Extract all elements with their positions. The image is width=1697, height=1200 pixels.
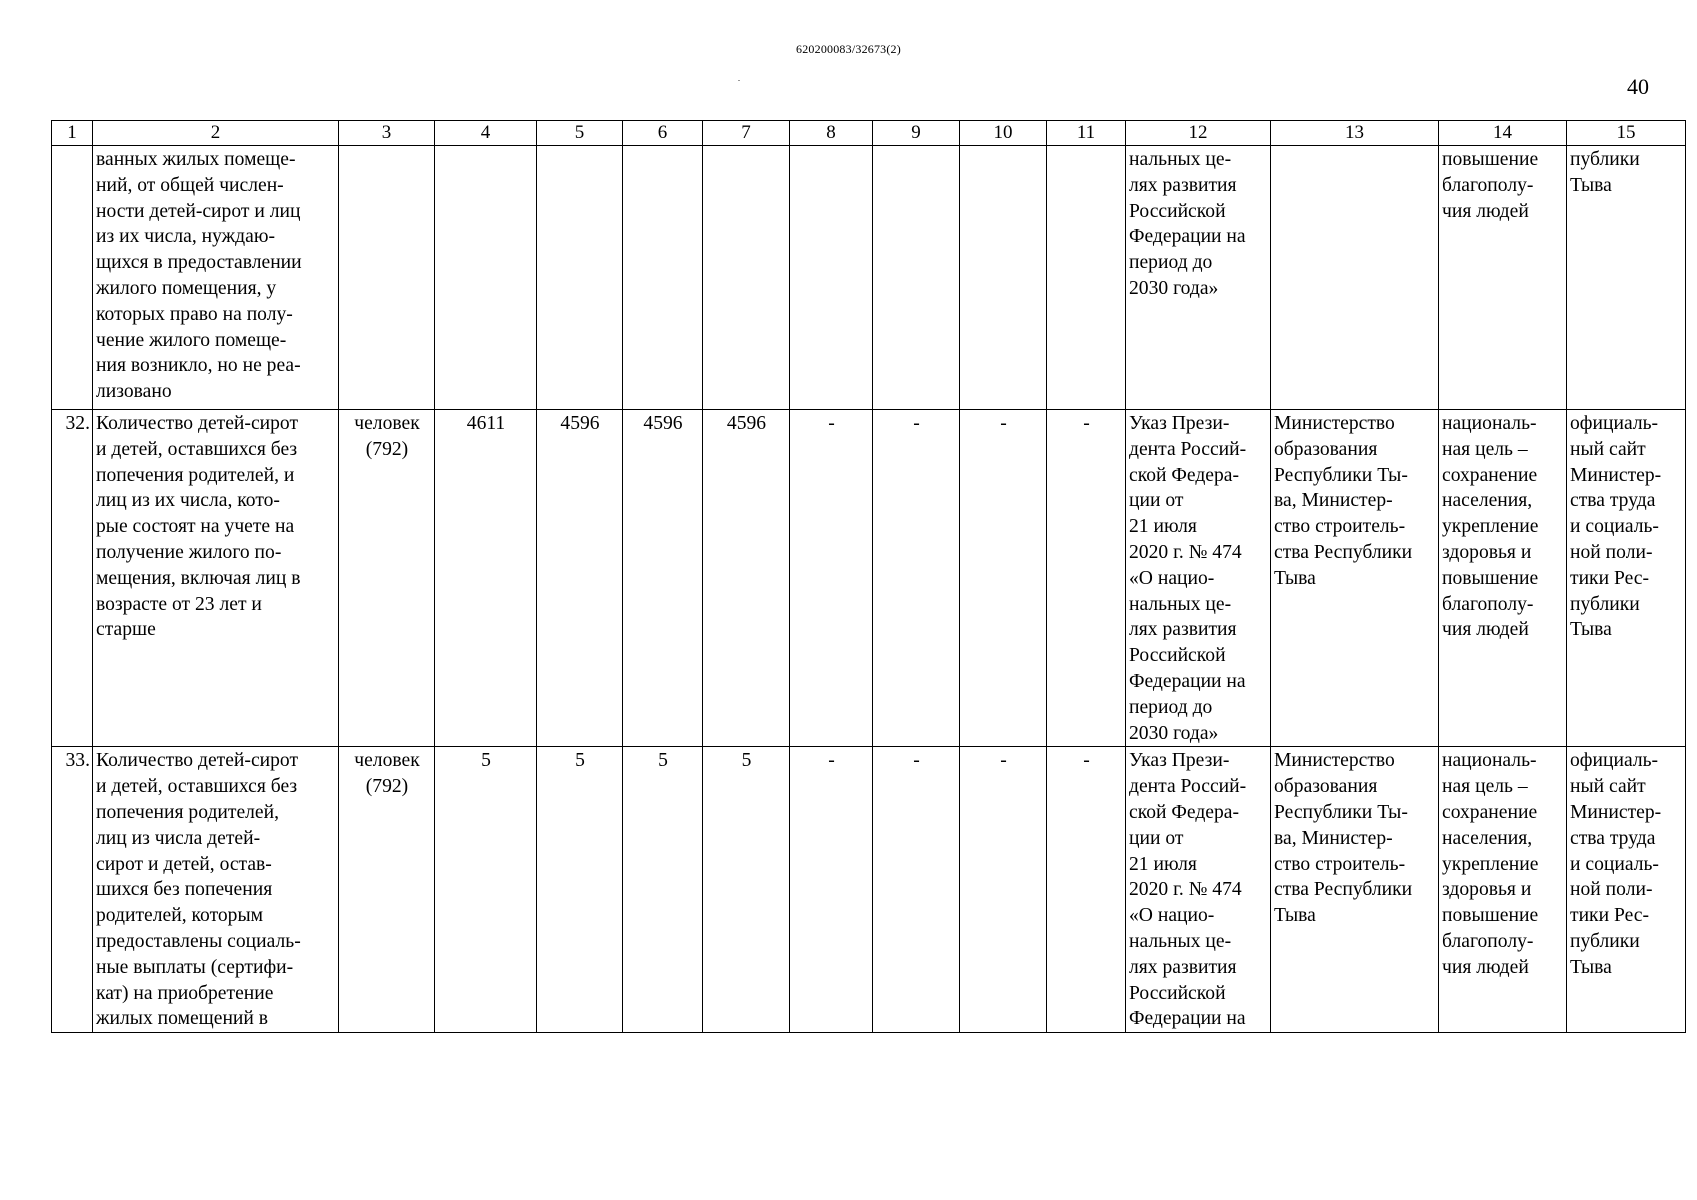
document-id: 620200083/32673(2) (796, 42, 901, 56)
value-col7: 4596 (703, 410, 790, 747)
value-col10 (960, 146, 1047, 410)
value-col10: - (960, 410, 1047, 747)
table-row (52, 146, 1686, 410)
header-cell: 8 (790, 121, 873, 146)
value-col5 (537, 146, 623, 410)
goal-cell: националь- ная цель – сохранение населения, укрепление здоровья и повышение благополу- чия людей (1439, 410, 1567, 747)
basis-cell: Указ Прези- дента Россий- ской Федера- ции от 21 июля 2020 г. № 474 «О нацио- нальных це- лях развития Российской Федерации на период до 2030 года» (1126, 410, 1271, 747)
value-col11: - (1047, 747, 1126, 1033)
basis-cell: нальных це- лях развития Российской Федерации на период до 2030 года» (1126, 146, 1271, 410)
table-row (52, 747, 1686, 1033)
header-cell: 2 (93, 121, 339, 146)
indicator-name: Количество детей-сирот и детей, оставшихся без попечения родителей, лиц из числа детей- сирот и детей, остав- шихся без попечения родителей, которым предоставлены социаль- ные выплаты (сертифи- кат) на приобретение жилых помещений в (93, 747, 339, 1033)
value-col6: 5 (623, 747, 703, 1033)
value-col11 (1047, 146, 1126, 410)
header-cell: 6 (623, 121, 703, 146)
header-cell: 4 (435, 121, 537, 146)
value-col7 (703, 146, 790, 410)
value-col9: - (873, 410, 960, 747)
executor-cell: Министерство образования Республики Ты- ва, Министер- ство строитель- ства Республики Тыва (1271, 747, 1439, 1033)
basis-cell: Указ Прези- дента Россий- ской Федера- ции от 21 июля 2020 г. № 474 «О нацио- нальных це- лях развития Российской Федерации на (1126, 747, 1271, 1033)
value-col11: - (1047, 410, 1126, 747)
value-col5: 4596 (537, 410, 623, 747)
header-cell: 10 (960, 121, 1047, 146)
indicator-name: Количество детей-сирот и детей, оставшихся без попечения родителей, и лиц из их числа, кото- рые состоят на учете на получение жилого по- мещения, включая лиц в возрасте от 23 лет и старше (93, 410, 339, 747)
header-cell: 7 (703, 121, 790, 146)
header-cell: 15 (1567, 121, 1686, 146)
executor-cell: Министерство образования Республики Ты- ва, Министер- ство строитель- ства Республики Тыва (1271, 410, 1439, 747)
page-number: 40 (1627, 74, 1649, 99)
executor-cell (1271, 146, 1439, 410)
value-col8: - (790, 747, 873, 1033)
value-col10: - (960, 747, 1047, 1033)
value-col8 (790, 146, 873, 410)
indicators-table (51, 120, 1686, 1033)
unit-cell: человек (792) (339, 747, 435, 1033)
header-cell: 13 (1271, 121, 1439, 146)
indicator-name: ванных жилых помеще- ний, от общей числен- ности детей-сирот и лиц из их числа, нуждаю- щихся в предоставлении жилого помещения, у которых право на полу- чение жилого помеще- ния возникло, но не реа- лизовано (93, 146, 339, 410)
goal-cell: повышение благополу- чия людей (1439, 146, 1567, 410)
value-col4 (435, 146, 537, 410)
value-col5: 5 (537, 747, 623, 1033)
value-col6 (623, 146, 703, 410)
value-col6: 4596 (623, 410, 703, 747)
table-row (52, 410, 1686, 747)
header-cell: 9 (873, 121, 960, 146)
row-number: 33. (52, 747, 93, 1033)
unit-cell: человек (792) (339, 410, 435, 747)
row-number (52, 146, 93, 410)
header-cell: 12 (1126, 121, 1271, 146)
value-col8: - (790, 410, 873, 747)
source-cell: официаль- ный сайт Министер- ства труда и социаль- ной поли- тики Рес- публики Тыва (1567, 410, 1686, 747)
goal-cell: националь- ная цель – сохранение населения, укрепление здоровья и повышение благополу- чия людей (1439, 747, 1567, 1033)
header-cell: 3 (339, 121, 435, 146)
header-cell: 11 (1047, 121, 1126, 146)
header-cell: 1 (52, 121, 93, 146)
scan-dot (738, 80, 740, 81)
value-col4: 4611 (435, 410, 537, 747)
unit-cell (339, 146, 435, 410)
value-col4: 5 (435, 747, 537, 1033)
source-cell: официаль- ный сайт Министер- ства труда и социаль- ной поли- тики Рес- публики Тыва (1567, 747, 1686, 1033)
value-col9 (873, 146, 960, 410)
table-header-row (52, 121, 1686, 146)
header-cell: 14 (1439, 121, 1567, 146)
source-cell: публики Тыва (1567, 146, 1686, 410)
value-col7: 5 (703, 747, 790, 1033)
row-number: 32. (52, 410, 93, 747)
value-col9: - (873, 747, 960, 1033)
header-cell: 5 (537, 121, 623, 146)
